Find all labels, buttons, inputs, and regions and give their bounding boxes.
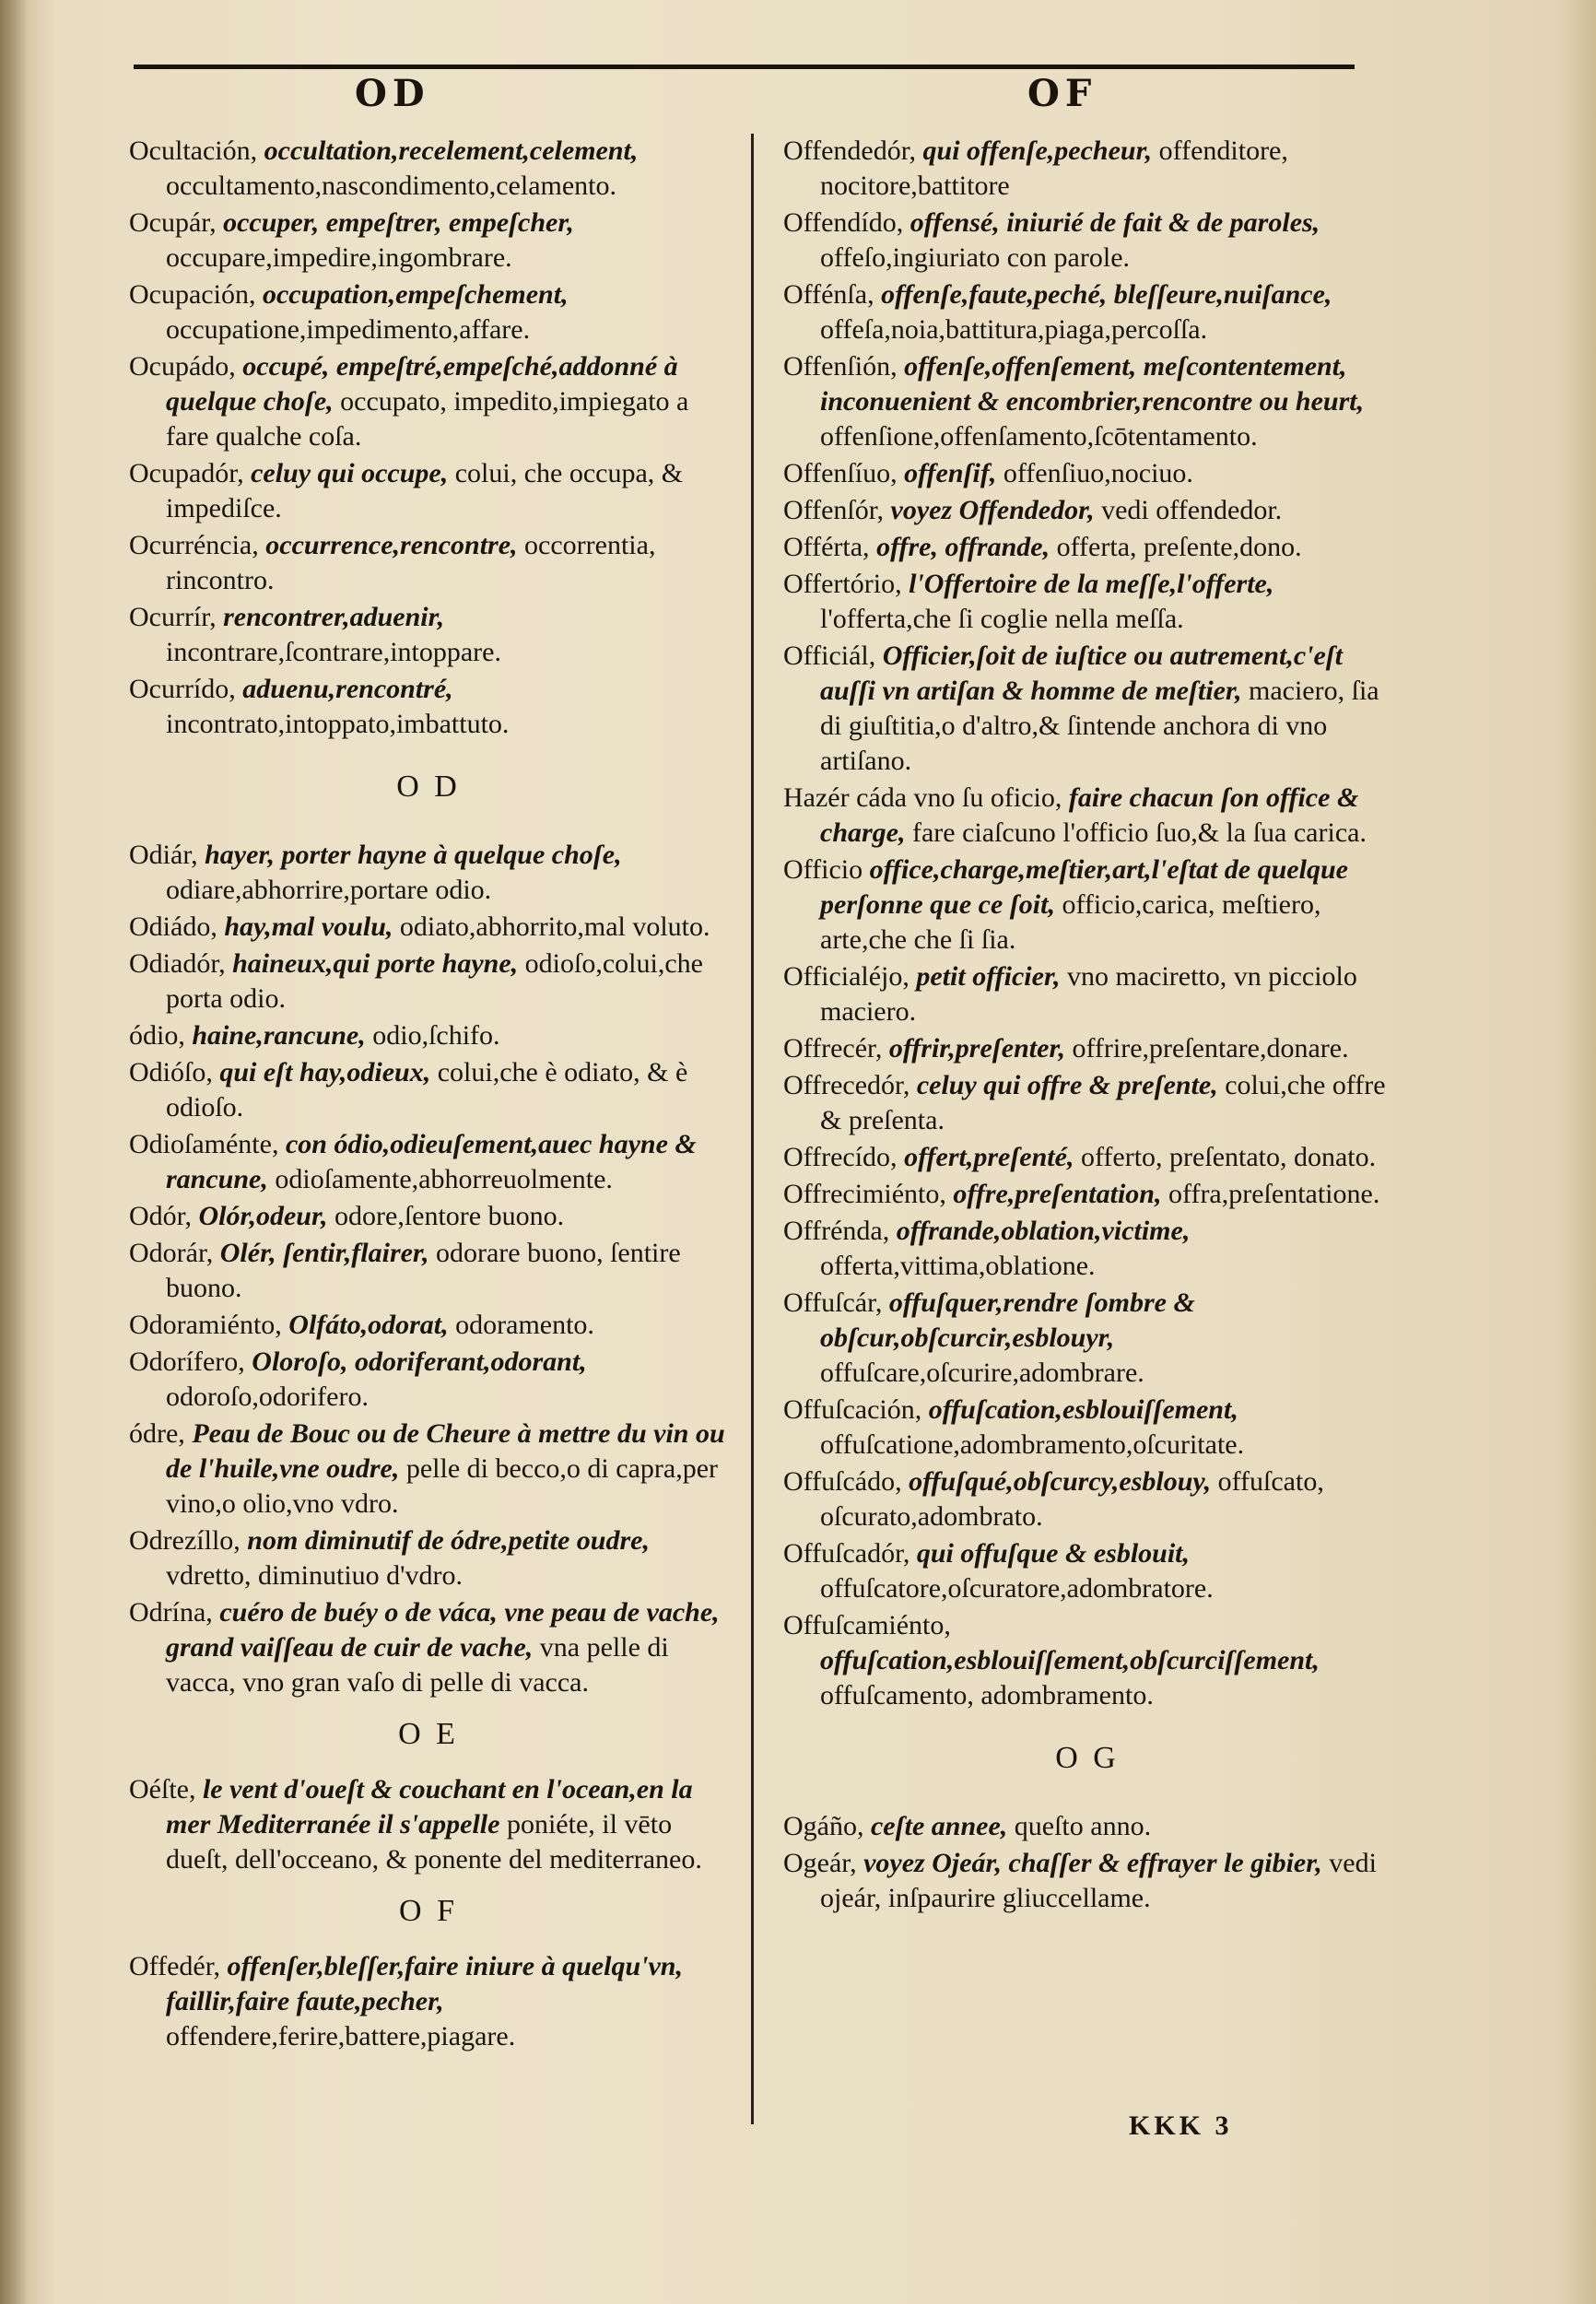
dictionary-entry — [783, 1214, 1391, 1284]
dictionary-entry — [129, 1416, 728, 1522]
italian-gloss: odore,ſentore buono. — [334, 1201, 565, 1231]
french-gloss: offre,preſentation, — [953, 1179, 1162, 1209]
italian-gloss: queſto anno. — [1014, 1811, 1152, 1841]
headword: Offuſcádo, — [783, 1466, 902, 1497]
headword: Ocurrír, — [129, 602, 217, 632]
dictionary-entry — [783, 959, 1391, 1029]
italian-gloss: pelle di becco,o di capra,per vino,o olio,vno vdro. — [166, 1453, 719, 1519]
french-gloss: haineux,qui porte hayne, — [232, 948, 519, 979]
dictionary-entry — [783, 639, 1391, 779]
section-heading-og: O G — [1055, 1741, 1120, 1775]
dictionary-entry — [129, 1345, 728, 1415]
french-gloss: occultation,recelement,celement, — [264, 135, 639, 166]
headword: Odioſaménte, — [129, 1129, 279, 1159]
french-gloss: ceſte annee, — [870, 1811, 1008, 1841]
italian-gloss: colui,che offre & preſenta. — [820, 1070, 1386, 1135]
french-gloss: celuy qui occupe, — [251, 458, 449, 488]
italian-gloss: l'offerta,che ſi coglie nella meſſa. — [820, 604, 1184, 634]
dictionary-entry — [129, 1308, 728, 1343]
italian-gloss: offenditore, nocitore,battitore — [820, 135, 1288, 201]
headword: Oéſte, — [129, 1774, 196, 1804]
headword: Offertório, — [783, 569, 902, 599]
italian-gloss: occorrentia, rincontro. — [166, 530, 656, 595]
italian-gloss: colui, che occupa, & impediſce. — [166, 458, 684, 523]
italian-gloss: incontrare,ſcontrare,intoppare. — [166, 637, 501, 667]
headword: Ocurréncia, — [129, 530, 259, 560]
italian-gloss: maciero, ſia di giuſtitia,o d'altro,& ſintende anchora di vno artiſano. — [820, 676, 1379, 776]
italian-gloss: offenſione,offenſamento,ſcōtentamento. — [820, 421, 1258, 452]
french-gloss: offert,preſenté, — [904, 1142, 1074, 1172]
french-gloss: offenſif, — [904, 458, 997, 488]
headword: Odióſo, — [129, 1057, 213, 1087]
dictionary-entry — [783, 134, 1391, 204]
headword: Odoramiénto, — [129, 1310, 282, 1340]
french-gloss: voyez Offendedor, — [890, 495, 1095, 525]
italian-gloss: occupare,impedire,ingombrare. — [166, 242, 512, 273]
italian-gloss: odioſo,colui,che porta odio. — [166, 948, 703, 1014]
dictionary-entry — [129, 349, 728, 454]
headword: Officio — [783, 854, 863, 885]
dictionary-entry — [783, 349, 1391, 454]
french-gloss: Officier,ſoit de iuſtice ou autrement,c'eſt auſſi vn artiſan & homme de meſtier, — [820, 641, 1344, 706]
section-heading-od: O D — [396, 770, 461, 804]
dictionary-entry — [129, 672, 728, 742]
italian-gloss: odio,ſchifo. — [372, 1020, 500, 1051]
headword: Officialéjo, — [783, 961, 909, 992]
italian-gloss: officio,carica, meſtiero, arte,che che ſi ſia. — [820, 889, 1321, 955]
left-column — [129, 134, 728, 2056]
dictionary-entry — [783, 1140, 1391, 1175]
french-gloss: le vent d'oueſt & couchant en l'ocean,en la mer Mediterranée il s'appelle — [166, 1774, 693, 1840]
column-divider — [751, 134, 754, 2124]
italian-gloss: vedi ojeár, inſpaurire gliuccellame. — [820, 1848, 1377, 1913]
french-gloss: celuy qui offre & preſente, — [916, 1070, 1218, 1100]
headword: Odorár, — [129, 1238, 214, 1268]
french-gloss: office,charge,meſtier,art,l'eſtat de quelque perſonne que ce ſoit, — [820, 854, 1348, 920]
italian-gloss: offuſcato, oſcurato,adombrato. — [820, 1466, 1324, 1532]
headword: ódio, — [129, 1020, 185, 1051]
french-gloss: Oloroſo, odoriferant,odorant, — [252, 1346, 587, 1377]
dictionary-entry — [783, 493, 1391, 528]
italian-gloss: vedi offendedor. — [1101, 495, 1283, 525]
dictionary-entry — [783, 1536, 1391, 1606]
headword: Offuſcár, — [783, 1287, 883, 1318]
italian-gloss: offerto, preſentato, donato. — [1080, 1142, 1377, 1172]
headword: Ocupación, — [129, 279, 256, 310]
italian-gloss: odoroſo,odorifero. — [166, 1381, 369, 1412]
headword: Ocupádo, — [129, 351, 236, 382]
italian-gloss: offuſcatione,adombramento,oſcuritate. — [820, 1429, 1245, 1460]
french-gloss: offuſquer,rendre ſombre & obſcur,obſcurcir,esblouyr, — [820, 1287, 1195, 1353]
right-column — [783, 134, 1391, 1918]
headword: Odiár, — [129, 840, 198, 870]
italian-gloss: offuſcare,oſcurire,adombrare. — [820, 1358, 1144, 1388]
italian-gloss: offendere,ferire,battere,piagare. — [166, 2021, 516, 2051]
headword: Offenſíuo, — [783, 458, 898, 488]
dictionary-entry — [129, 1055, 728, 1125]
dictionary-entry — [783, 1286, 1391, 1391]
headword: Odrína, — [129, 1597, 213, 1628]
dictionary-entry — [783, 1608, 1391, 1713]
french-gloss: offrir,preſenter, — [888, 1033, 1065, 1064]
header-rule — [134, 65, 1355, 69]
dictionary-entry — [129, 134, 728, 204]
headword: Offérta, — [783, 532, 870, 562]
italian-gloss: offenſiuo,nociuo. — [1003, 458, 1193, 488]
french-gloss: haine,rancune, — [192, 1020, 366, 1051]
italian-gloss: offerta,vittima,oblatione. — [820, 1251, 1096, 1281]
headword: Ocultación, — [129, 135, 258, 166]
dictionary-entry — [783, 1031, 1391, 1066]
dictionary-entry — [129, 1236, 728, 1306]
italian-gloss: incontrato,intoppato,imbattuto. — [166, 709, 510, 739]
headword: Offenſión, — [783, 351, 898, 382]
headword: Odrezíllo, — [129, 1525, 241, 1556]
section-heading-of: O F — [399, 1894, 458, 1928]
headword: Offrecído, — [783, 1142, 898, 1172]
dictionary-entry — [783, 852, 1391, 958]
headword: Offenſór, — [783, 495, 885, 525]
french-gloss: qui offuſque & esblouit, — [916, 1538, 1191, 1569]
french-gloss: hay,mal voulu, — [224, 911, 393, 942]
dictionary-entry — [129, 1772, 728, 1877]
headword: Offénſa, — [783, 279, 874, 310]
dictionary-entry — [783, 1809, 1391, 1844]
dictionary-entry — [129, 277, 728, 347]
headword: Odiádo, — [129, 911, 217, 942]
dictionary-entry — [783, 206, 1391, 276]
headword: Ogeár, — [783, 1848, 857, 1878]
french-gloss: qui eſt hay,odieux, — [219, 1057, 431, 1087]
headword: Odór, — [129, 1201, 192, 1231]
headword: Offrecedór, — [783, 1070, 910, 1100]
french-gloss: offrande,oblation,victime, — [896, 1216, 1191, 1246]
dictionary-entry — [129, 1018, 728, 1053]
french-gloss: con ódio,odieuſement,auec hayne & rancune, — [166, 1129, 697, 1194]
dictionary-entry — [783, 781, 1391, 851]
italian-gloss: occupatione,impedimento,affare. — [166, 314, 531, 345]
italian-gloss: occupato, impedito,impiegato a fare qualche coſa. — [166, 386, 689, 452]
italian-gloss: vna pelle di vacca, vno gran vaſo di pelle di vacca. — [166, 1632, 669, 1698]
headword: Officiál, — [783, 641, 876, 671]
french-gloss: aduenu,rencontré, — [242, 674, 453, 704]
italian-gloss: occultamento,nascondimento,celamento. — [166, 170, 616, 201]
headword: Offuſcadór, — [783, 1538, 910, 1569]
dictionary-entry — [783, 1464, 1391, 1534]
headword: Ocurrído, — [129, 674, 236, 704]
headword: Offuſcamiénto, — [783, 1610, 951, 1640]
dictionary-entry — [129, 838, 728, 908]
dictionary-entry — [129, 1127, 728, 1197]
french-gloss: Olór,odeur, — [198, 1201, 328, 1231]
italian-gloss: vdretto, diminutiuo d'vdro. — [166, 1560, 464, 1591]
headword: Odiadór, — [129, 948, 226, 979]
french-gloss: offenſe,faute,peché, bleſſeure,nuiſance, — [881, 279, 1332, 310]
french-gloss: offenſer,bleſſer,faire iniure à quelqu'vn, faillir,faire faute,pecher, — [166, 1951, 683, 2016]
italian-gloss: offerta, preſente,dono. — [1056, 532, 1302, 562]
french-gloss: offuſqué,obſcurcy,esblouy, — [909, 1466, 1212, 1497]
dictionary-entry — [783, 1846, 1391, 1916]
french-gloss: offuſcation,esblouiſſement,obſcurciſſement, — [820, 1645, 1320, 1675]
section-heading-oe: O E — [398, 1717, 459, 1751]
headword: Hazér cáda vno ſu oficio, — [783, 782, 1062, 813]
italian-gloss: vno maciretto, vn picciolo maciero. — [820, 961, 1357, 1027]
italian-gloss: poniéte, il vēto dueſt, dell'occeano, & ponente del mediterraneo. — [166, 1809, 702, 1875]
french-gloss: Olfáto,odorat, — [288, 1310, 449, 1340]
italian-gloss: fare ciaſcuno l'officio ſuo,& la ſua carica. — [912, 817, 1367, 848]
dictionary-entry — [129, 206, 728, 276]
french-gloss: qui offenſe,pecheur, — [922, 135, 1153, 166]
headword: Offendído, — [783, 207, 904, 238]
dictionary-entry — [129, 1523, 728, 1593]
dictionary-entry — [129, 1595, 728, 1700]
french-gloss: Olér, ſentir,flairer, — [219, 1238, 429, 1268]
french-gloss: occuper, empeſtrer, empeſcher, — [223, 207, 574, 238]
headword: Ogáño, — [783, 1811, 864, 1841]
dictionary-entry — [129, 946, 728, 1017]
headword: Odorífero, — [129, 1346, 245, 1377]
dictionary-entry — [783, 1393, 1391, 1463]
dictionary-entry — [129, 600, 728, 670]
italian-gloss: offuſcatore,oſcuratore,adombratore. — [820, 1573, 1214, 1604]
dictionary-entry — [783, 456, 1391, 491]
dictionary-entry — [129, 456, 728, 526]
dictionary-entry — [129, 528, 728, 598]
french-gloss: Peau de Bouc ou de Cheure à mettre du vin ou de l'huile,vne oudre, — [166, 1418, 725, 1484]
italian-gloss: odiato,abhorrito,mal voluto. — [399, 911, 710, 942]
french-gloss: offenſe,offenſement, meſcontentement, inconuenient & encombrier,rencontre ou heurt, — [820, 351, 1365, 417]
italian-gloss: odiare,abhorrire,portare odio. — [166, 875, 492, 905]
italian-gloss: offeſa,noia,battitura,piaga,percoſſa. — [820, 314, 1208, 345]
dictionary-entry — [783, 530, 1391, 565]
french-gloss: rencontrer,aduenir, — [223, 602, 445, 632]
french-gloss: offuſcation,esblouiſſement, — [928, 1394, 1238, 1425]
italian-gloss: offra,preſentatione. — [1168, 1179, 1380, 1209]
dictionary-entry — [783, 1177, 1391, 1212]
dictionary-entry — [783, 567, 1391, 637]
headword: Offendedór, — [783, 135, 917, 166]
italian-gloss: odoramento. — [455, 1310, 594, 1340]
italian-gloss: offrire,preſentare,donare. — [1072, 1033, 1349, 1064]
french-gloss: cuéro de buéy o de váca, vne peau de vache, grand vaiſſeau de cuir de vache, — [166, 1597, 720, 1663]
italian-gloss: colui,che è odiato, & è odioſo. — [166, 1057, 688, 1123]
french-gloss: nom diminutif de ódre,petite oudre, — [247, 1525, 650, 1556]
french-gloss: offre, offrande, — [876, 532, 1050, 562]
italian-gloss: odioſamente,abhorreuolmente. — [275, 1164, 613, 1194]
french-gloss: occupation,empeſchement, — [262, 279, 569, 310]
italian-gloss: odorare buono, ſentire buono. — [166, 1238, 681, 1303]
dictionary-entry — [783, 277, 1391, 347]
dictionary-entry — [129, 910, 728, 945]
french-gloss: faire chacun ſon office & charge, — [820, 782, 1359, 848]
headword: Offedér, — [129, 1951, 221, 1981]
french-gloss: occurrence,rencontre, — [265, 530, 518, 560]
headword: Ocupadór, — [129, 458, 244, 488]
headword: Ocupár, — [129, 207, 217, 238]
italian-gloss: offuſcamento, adombramento. — [820, 1680, 1154, 1710]
dictionary-entry — [129, 1199, 728, 1234]
dictionary-entry — [129, 1949, 728, 2054]
headword: Offuſcación, — [783, 1394, 922, 1425]
french-gloss: offensé, iniurié de fait & de paroles, — [909, 207, 1320, 238]
italian-gloss: offeſo,ingiuriato con parole. — [820, 242, 1131, 273]
headword: Offrecér, — [783, 1033, 883, 1064]
headword: Offrecimiénto, — [783, 1179, 946, 1209]
running-head-right: OF — [1027, 72, 1097, 115]
headword: ódre, — [129, 1418, 185, 1449]
spine-shadow — [0, 0, 28, 2304]
dictionary-entry — [783, 1068, 1391, 1138]
french-gloss: l'Offertoire de la meſſe,l'offerte, — [909, 569, 1274, 599]
french-gloss: occupé, empeſtré,empeſché,addonné à quelque choſe, — [166, 351, 678, 417]
french-gloss: petit officier, — [916, 961, 1061, 992]
french-gloss: voyez Ojeár, chaſſer & effrayer le gibier, — [863, 1848, 1322, 1878]
running-head-left: OD — [355, 72, 430, 115]
headword: Offrénda, — [783, 1216, 890, 1246]
french-gloss: hayer, porter hayne à quelque choſe, — [205, 840, 622, 870]
signature-mark: KKK 3 — [1129, 2110, 1233, 2141]
